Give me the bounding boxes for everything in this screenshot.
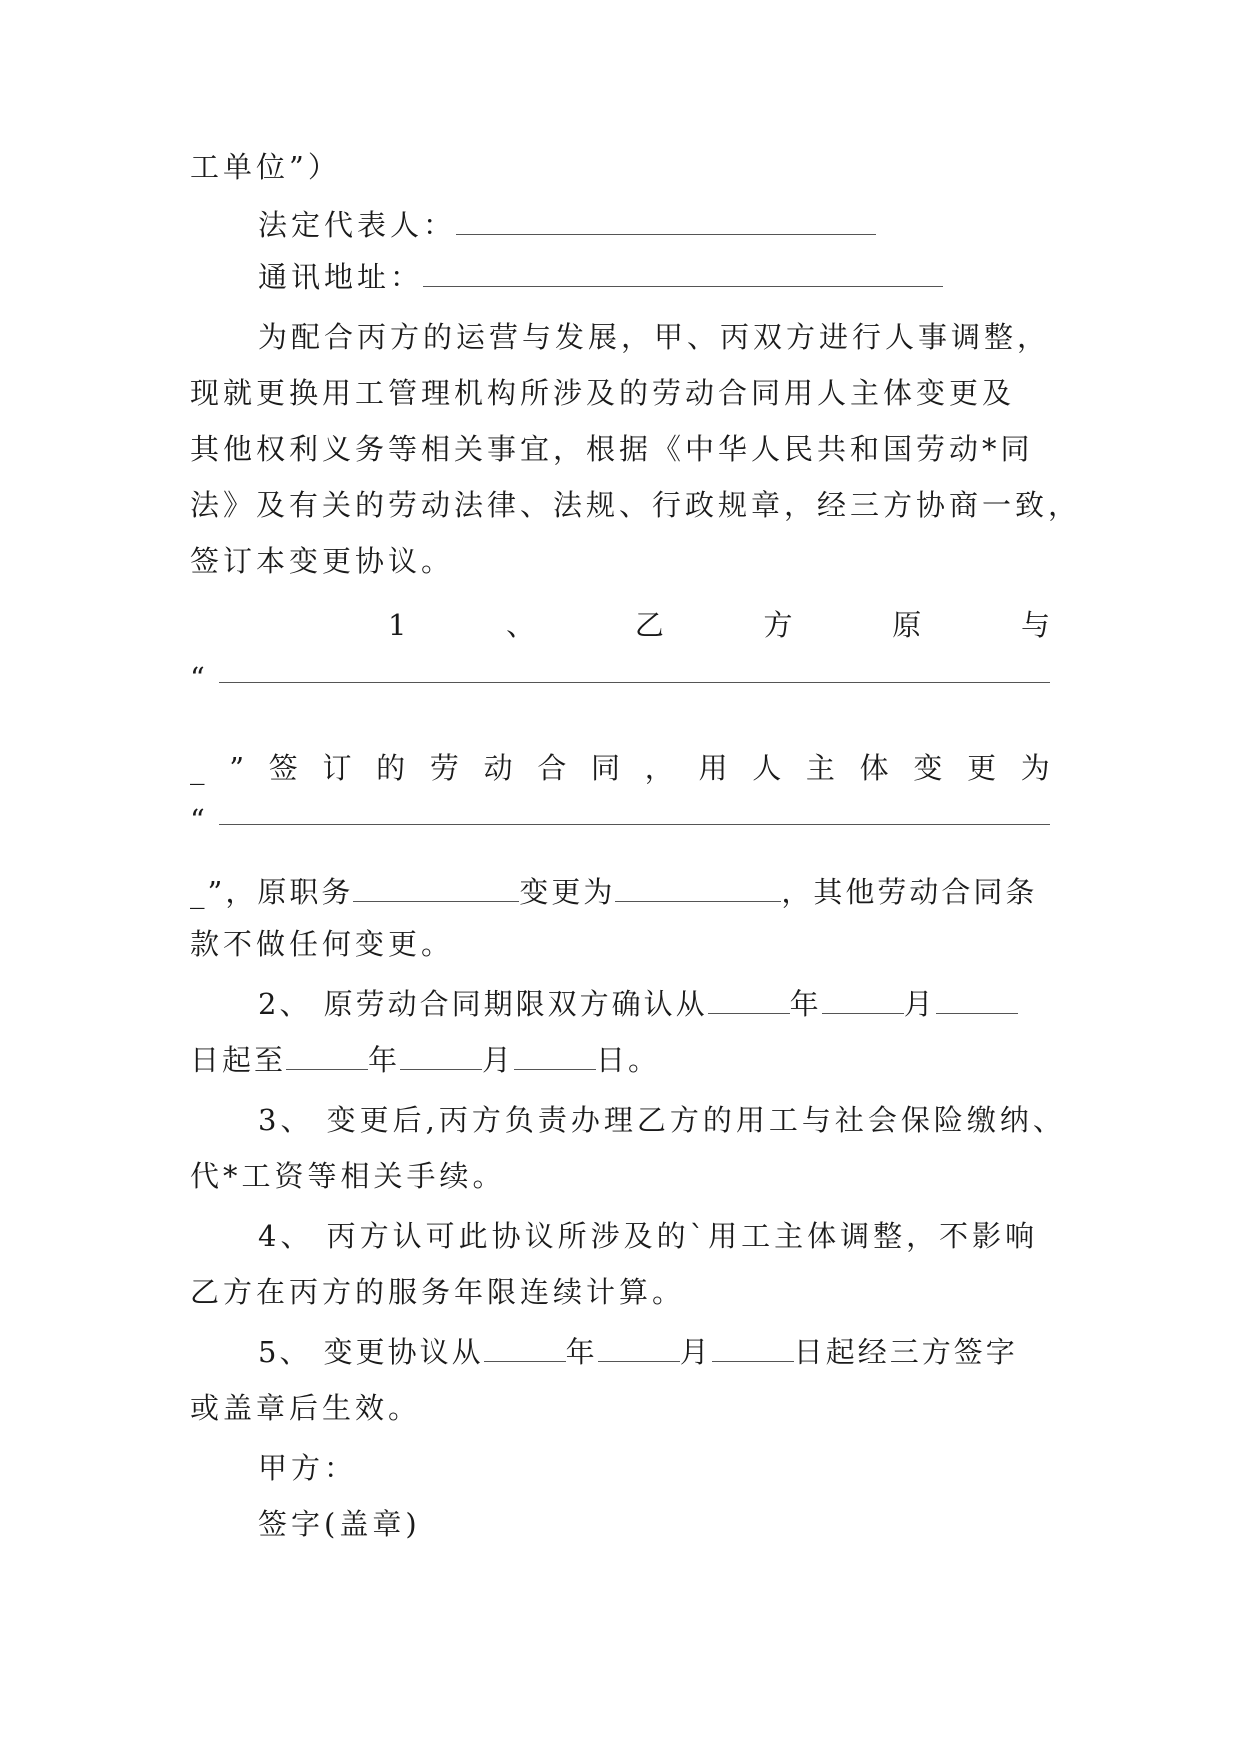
clause-1-char: 更 — [967, 751, 997, 785]
text-segment: 年 — [565, 1335, 598, 1369]
start-year-blank[interactable] — [708, 989, 790, 1014]
legal-representative-label: 法定代表人： — [258, 208, 457, 242]
text-line: 3、 变更后,丙方负责办理乙方的用工与社会保险缴纳、 — [258, 1103, 1066, 1137]
start-day-blank[interactable] — [936, 989, 1018, 1014]
end-month-blank[interactable] — [400, 1045, 482, 1070]
open-quote: “ — [190, 803, 205, 837]
original-employer-blank-row — [190, 658, 1050, 698]
clause-1-char: 为 — [1020, 751, 1050, 785]
clause-1-char: 1 — [388, 608, 407, 642]
text-segment: _”，原职务 — [190, 875, 354, 909]
clause-1-char: 、 — [506, 608, 536, 642]
legal-representative-line — [258, 205, 1050, 245]
clause-1-char: 变 — [913, 751, 943, 785]
text-segment: 日起至 — [190, 1043, 287, 1077]
text-line: 4、 丙方认可此协议所涉及的`用工主体调整，不影响 — [258, 1219, 1039, 1253]
address-label: 通讯地址： — [258, 260, 424, 294]
effective-month-blank[interactable] — [598, 1337, 680, 1362]
party-a-label: 甲方： — [258, 1451, 358, 1485]
text-segment: 月 — [679, 1335, 712, 1369]
signature-seal-label: 签字(盖章) — [258, 1507, 421, 1541]
text-line: 为配合丙方的运营与发展，甲、丙双方进行人事调整， — [258, 320, 1051, 354]
end-year-blank[interactable] — [286, 1045, 368, 1070]
clause-1-char: 主 — [805, 751, 835, 785]
text-segment: 年 — [789, 987, 822, 1021]
text-line: 工单位”） — [190, 150, 341, 184]
text-segment: 变更为 — [519, 875, 616, 909]
legal-representative-blank[interactable] — [456, 210, 876, 235]
end-day-blank[interactable] — [514, 1045, 596, 1070]
text-line: 代*工资等相关手续。 — [190, 1159, 506, 1193]
clause-1-char: 动 — [483, 751, 513, 785]
clause-1-char: 订 — [322, 751, 352, 785]
clause-1-char: 人 — [752, 751, 782, 785]
text-line: 其他权利义务等相关事宜，根据《中华人民共和国劳动*同 — [190, 432, 1034, 466]
clause-1-char: 乙 — [634, 608, 664, 642]
text-segment: ，其他劳动合同条 — [781, 875, 1038, 909]
text-segment: 月 — [903, 987, 936, 1021]
text-line: 法》及有关的劳动法律、法规、行政规章，经三方协商一致， — [190, 488, 1082, 522]
text-line: 或盖章后生效。 — [190, 1391, 422, 1425]
clause-1-char: 用 — [698, 751, 728, 785]
effective-year-blank[interactable] — [484, 1337, 566, 1362]
clause-1-char: 方 — [763, 608, 793, 642]
clause-1-char: ， — [644, 751, 674, 785]
original-position-blank[interactable] — [353, 877, 519, 902]
open-quote: “ — [190, 661, 205, 695]
clause-5-line — [258, 1332, 1050, 1372]
clause-1-char: 签 — [268, 751, 298, 785]
position-change-line — [190, 872, 1050, 912]
clause-1-char: 合 — [537, 751, 567, 785]
clause-1-char: 体 — [859, 751, 889, 785]
clause-1-char: 原 — [892, 608, 922, 642]
new-employer-blank-row — [190, 800, 1050, 840]
clause-1-heading — [388, 605, 1050, 645]
effective-day-blank[interactable] — [712, 1337, 794, 1362]
text-segment: 月 — [482, 1043, 515, 1077]
original-employer-blank[interactable] — [219, 658, 1050, 683]
text-segment: 2、 原劳动合同期限双方确认从 — [258, 987, 708, 1021]
clause-1-char: 与 — [1020, 608, 1050, 642]
clause-1-char: 的 — [376, 751, 406, 785]
text-line: 款不做任何变更。 — [190, 927, 455, 961]
text-segment: 年 — [368, 1043, 401, 1077]
text-line: 签订本变更协议。 — [190, 544, 455, 578]
clause-1-char: 同 — [591, 751, 621, 785]
new-position-blank[interactable] — [615, 877, 781, 902]
clause-2-continued — [190, 1040, 1050, 1080]
clause-1-char: 劳 — [429, 751, 459, 785]
clause-1-char: _ — [190, 751, 205, 785]
clause-1-char: ” — [229, 751, 245, 785]
text-segment: 日。 — [596, 1043, 661, 1077]
clause-2-line — [258, 984, 1050, 1024]
text-segment: 5、 变更协议从 — [258, 1335, 484, 1369]
text-line: 现就更换用工管理机构所涉及的劳动合同用人主体变更及 — [190, 376, 1016, 410]
clause-1-continued — [190, 748, 1050, 788]
text-line: 乙方在丙方的服务年限连续计算。 — [190, 1275, 686, 1309]
new-employer-blank[interactable] — [219, 800, 1050, 825]
address-line — [258, 257, 1050, 297]
address-blank[interactable] — [423, 262, 943, 287]
start-month-blank[interactable] — [822, 989, 904, 1014]
text-segment: 日起经三方签字 — [793, 1335, 1018, 1369]
